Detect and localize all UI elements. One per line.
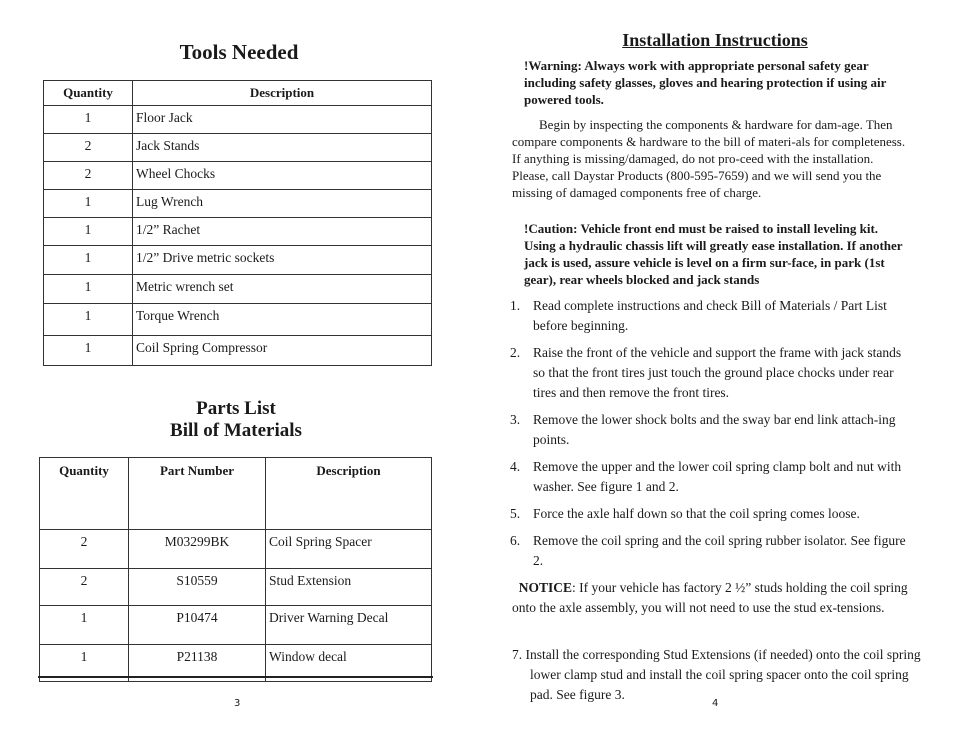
tools-table	[43, 80, 432, 366]
table-row	[44, 246, 432, 275]
parts-title-line1: Parts List	[196, 398, 276, 419]
tool-desc: Torque Wrench	[133, 304, 432, 336]
step-number: 3.	[510, 412, 521, 427]
caution-text: !Caution: Vehicle front end must be raised to install leveling kit. Using a hydraulic chassis lift will greatly ease installation. If another jack is used, assure vehicle is level on a firm sur-face, in park (1st gear), rear wheels blocked and jack stands	[524, 221, 903, 287]
tool-desc: Coil Spring Compressor	[133, 336, 432, 366]
notice-label: NOTICE	[518, 580, 573, 595]
tool-qty: 1	[44, 190, 133, 218]
step-number: 6.	[510, 533, 521, 548]
step-text: Remove the upper and the lower coil spring clamp bolt and nut with washer. See figure 1 and 2.	[533, 459, 902, 494]
tool-qty: 1	[44, 304, 133, 336]
step-number: 4.	[510, 459, 521, 474]
tool-qty: 1	[44, 246, 133, 275]
notice-paragraph	[512, 578, 910, 618]
list-item	[510, 410, 910, 450]
table-row	[44, 304, 432, 336]
step-text: Raise the front of the vehicle and support the frame with jack stands so that the front tires just touch the ground place chocks under rear tires and then remove the front tires.	[533, 345, 902, 400]
tool-desc: 1/2” Rachet	[133, 218, 432, 246]
part-number: M03299BK	[129, 530, 266, 569]
part-desc: Window decal	[266, 645, 432, 682]
step-number: 1.	[510, 298, 521, 313]
warning-text: !Warning: Always work with appropriate personal safety gear including safety glasses, gloves and hearing protection if using air powered tools.	[524, 58, 887, 107]
table-row	[44, 162, 432, 190]
part-qty: 1	[40, 606, 129, 645]
tool-qty: 2	[44, 134, 133, 162]
tool-qty: 2	[44, 162, 133, 190]
table-row	[44, 190, 432, 218]
tools-header-description: Description	[133, 81, 432, 106]
parts-list-title	[40, 398, 432, 442]
tool-desc: Jack Stands	[133, 134, 432, 162]
step-number: 5.	[510, 506, 521, 521]
tool-desc: Floor Jack	[133, 106, 432, 134]
parts-table-bottom-rule	[38, 676, 433, 678]
table-row	[40, 530, 432, 569]
part-number: S10559	[129, 569, 266, 606]
table-row	[44, 134, 432, 162]
part-qty: 2	[40, 569, 129, 606]
parts-header-quantity: Quantity	[40, 458, 129, 530]
tool-qty: 1	[44, 106, 133, 134]
part-qty: 2	[40, 530, 129, 569]
table-row	[40, 606, 432, 645]
tool-desc: Lug Wrench	[133, 190, 432, 218]
step-text: Remove the lower shock bolts and the sway bar end link attach-ing points.	[533, 412, 896, 447]
tool-desc: Wheel Chocks	[133, 162, 432, 190]
parts-title-line2: Bill of Materials	[170, 420, 302, 441]
tool-qty: 1	[44, 275, 133, 304]
step-text: Read complete instructions and check Bill of Materials / Part List before beginning.	[533, 298, 887, 333]
parts-header-description: Description	[266, 458, 432, 530]
step-text: Remove the coil spring and the coil spring rubber isolator. See figure 2.	[533, 533, 906, 568]
table-row	[44, 336, 432, 366]
tool-desc: 1/2” Drive metric sockets	[133, 246, 432, 275]
part-qty: 1	[40, 645, 129, 682]
step-text: Force the axle half down so that the coil spring comes loose.	[533, 506, 860, 521]
list-item	[510, 531, 910, 571]
tool-qty: 1	[44, 336, 133, 366]
instruction-steps	[510, 296, 910, 578]
list-item	[510, 343, 910, 403]
intro-paragraph: Begin by inspecting the components & hardware for dam-age. Then compare components & hardware to the bill of materi-als for completeness. If anything is missing/damaged, do not pro-ceed with the installation. Please, call Daystar Products (800-595-7659) and we will send you the missing of damaged components free of charge.	[512, 117, 906, 200]
tool-qty: 1	[44, 218, 133, 246]
page-number-right: 4	[712, 698, 719, 709]
tools-needed-title: Tools Needed	[179, 40, 299, 64]
tools-header-quantity: Quantity	[44, 81, 133, 106]
parts-header-part-number: Part Number	[129, 458, 266, 530]
list-item	[510, 457, 910, 497]
tool-desc: Metric wrench set	[133, 275, 432, 304]
part-desc: Driver Warning Decal	[266, 606, 432, 645]
parts-header-row	[40, 458, 432, 530]
installation-title: Installation Instructions	[622, 30, 808, 50]
part-number: P21138	[129, 645, 266, 682]
table-row	[40, 569, 432, 606]
notice-text: : If your vehicle has factory 2 ½” studs holding the coil spring onto the axle assembly, you will not need to use the stud ex-tensions.	[512, 580, 908, 615]
list-item	[510, 296, 910, 336]
tools-header-row	[44, 81, 432, 106]
page-number-left: 3	[234, 698, 241, 709]
table-row	[44, 218, 432, 246]
part-number: P10474	[129, 606, 266, 645]
part-desc: Coil Spring Spacer	[266, 530, 432, 569]
table-row	[44, 106, 432, 134]
list-item	[510, 504, 910, 524]
step-7: 7. Install the corresponding Stud Extensions (if needed) onto the coil spring lower clamp stud and install the coil spring spacer onto the coil spring pad. See figure 3.	[512, 647, 921, 702]
table-row	[44, 275, 432, 304]
part-desc: Stud Extension	[266, 569, 432, 606]
parts-table	[39, 457, 432, 682]
step-number: 2.	[510, 345, 521, 360]
